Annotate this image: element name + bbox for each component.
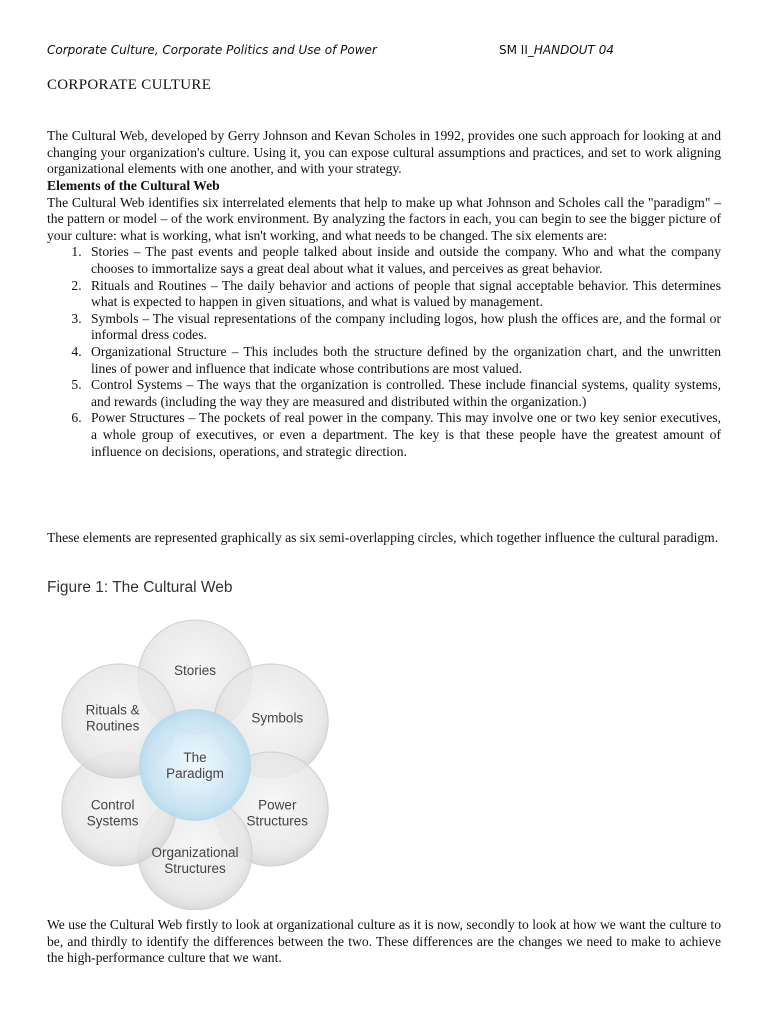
header-title: Corporate Culture, Corporate Politics and Use of Power bbox=[47, 43, 377, 57]
intro-paragraph: The Cultural Web, developed by Gerry Johnson and Kevan Scholes in 1992, provides one such approach for looking at and changing your organization's culture. Using it, you can expose cultural assumptions and practices, and set to work aligning organizational elements with one another, and with your strategy. bbox=[47, 128, 721, 177]
element-label: Rituals & Routines bbox=[85, 702, 140, 734]
element-label: Control Systems bbox=[86, 797, 139, 829]
header-code-prefix: SM II bbox=[499, 43, 528, 57]
header-code-suffix: _HANDOUT 04 bbox=[527, 43, 614, 57]
element-label: Organizational Structures bbox=[151, 845, 239, 877]
elements-section bbox=[47, 178, 721, 460]
header-code bbox=[499, 42, 614, 59]
cultural-web-diagram bbox=[40, 605, 360, 910]
list-item: 4. Organizational Structure – This includes both the structure defined by the organization chart, and the unwritten lines of power and influence that indicate whose contributions are most valued. bbox=[85, 344, 721, 377]
elements-list bbox=[47, 244, 721, 460]
closing-paragraph: These elements are represented graphically as six semi-overlapping circles, which together influence the cultural paradigm. bbox=[47, 530, 719, 545]
element-label: Stories bbox=[173, 662, 217, 678]
section-heading: Elements of the Cultural Web bbox=[47, 178, 220, 193]
page-title: CORPORATE CULTURE bbox=[47, 77, 212, 93]
list-item: 5. Control Systems – The ways that the organization is controlled. These include financial systems, quality systems, and rewards (including the way they are measured and distributed within the organization.) bbox=[85, 377, 721, 410]
list-item: 1. Stories – The past events and people talked about inside and outside the company. Who and what the company chooses to immortalize says a great deal about what it values, and perceives as great behavior. bbox=[85, 244, 721, 277]
figure-title: Figure 1: The Cultural Web bbox=[47, 579, 233, 596]
list-item: 3. Symbols – The visual representations of the company including logos, how plush the offices are, and the formal or informal dress codes. bbox=[85, 311, 721, 344]
paradigm-circle bbox=[139, 709, 251, 821]
element-label: Symbols bbox=[251, 710, 304, 726]
paradigm-label: The Paradigm bbox=[166, 750, 224, 781]
element-label: Power Structures bbox=[246, 797, 309, 829]
list-item: 6. Power Structures – The pockets of real power in the company. This may involve one or two key senior executives, a whole group of executives, or even a department. The key is that these people have the greatest amount of influence on decisions, operations, and strategic direction. bbox=[85, 410, 721, 460]
final-paragraph: We use the Cultural Web firstly to look at organizational culture as it is now, secondly to look at how we want the culture to be, and thirdly to identify the differences between the two. These differences are the changes we need to make to achieve the high-performance culture that we want. bbox=[47, 917, 721, 966]
list-item: 2. Rituals and Routines – The daily behavior and actions of people that signal acceptable behavior. This determines what is expected to happen in given situations, and what is valued by management. bbox=[85, 278, 721, 311]
section-paragraph: The Cultural Web identifies six interrelated elements that help to make up what Johnson and Scholes call the "paradigm" – the pattern or model – of the work environment. By analyzing the factors in each, you can begin to see the bigger picture of your culture: what is working, what isn't working, and what needs to be changed. The six elements are: bbox=[47, 194, 721, 243]
